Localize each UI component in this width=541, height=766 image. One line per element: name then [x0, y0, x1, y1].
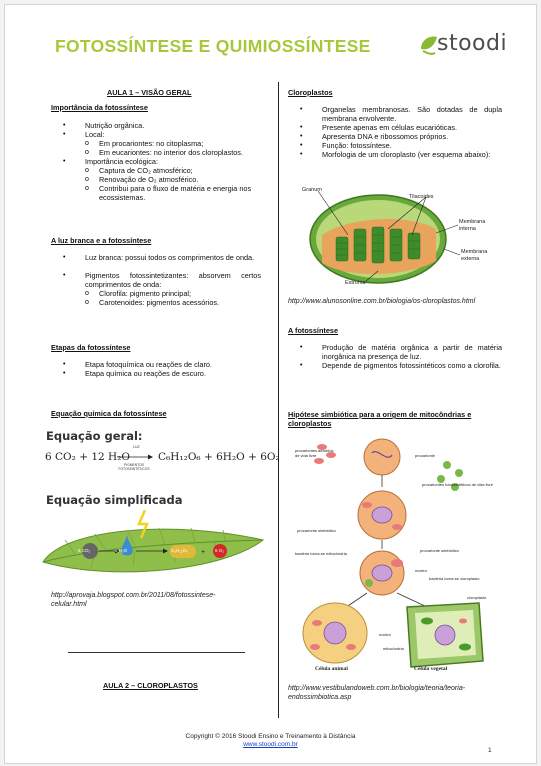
list-item: Etapa fotoquímica ou reações de claro. [85, 360, 212, 369]
label-bact-mito: bactéria torna-se mitocôndria [295, 551, 347, 556]
stoodi-logo [417, 31, 508, 61]
list-item: Luz branca: possui todos os comprimentos de onda. [85, 253, 255, 262]
stages-title: Etapas da fotossíntese [51, 343, 131, 352]
photosynthesis-title: A fotossíntese [288, 326, 339, 335]
source-link[interactable]: http://www.vestibulandoweb.com.br/biologia/teoria/teoria-endossimbiotica.asp [288, 685, 466, 701]
list-item: Importância ecológica: [85, 157, 159, 166]
label-procariont: procarionte [415, 453, 436, 458]
leaf-label-glucose: C₆H₁₂O₆ [171, 548, 188, 553]
general-equation-label: Equação geral: [46, 429, 143, 443]
label-membrana-interna: Membrana interna [459, 219, 486, 232]
section-divider [68, 652, 245, 653]
list-subitem: Captura de CO₂ atmosférico; [99, 166, 193, 175]
importance-title: Importância da fotossíntese [51, 103, 148, 112]
label-granum: Granum [302, 187, 322, 193]
leaf-label-co2: 6 CO₂ [78, 548, 91, 553]
svg-text:+: + [201, 549, 206, 556]
chloroplast-diagram [288, 177, 503, 292]
list-item: Apresenta DNA e ribossomos próprios. [322, 132, 449, 141]
arrow-top-label: LUZ [133, 445, 140, 449]
label-animal-cell: Célula animal [315, 666, 348, 672]
list-subitem: Contribui para o fluxo de matéria e energia nos ecossistemas. [99, 184, 252, 202]
lesson1-title: AULA 1 – VISÃO GERAL [107, 88, 192, 97]
leaf-label-o2: 6 O₂ [215, 548, 224, 553]
list-item: Produção de matéria orgânica a partir de matéria inorgânica na presença de luz. [322, 343, 502, 361]
label-chloroplast: cloroplasto [467, 595, 487, 600]
column-divider [278, 82, 279, 718]
label-membrana-externa: Membrana externa [461, 249, 488, 262]
lesson2-title: AULA 2 – CLOROPLASTOS [103, 681, 198, 690]
list-item: Pigmentos fotossintetizantes: absorvem certos comprimentos de onda: [85, 271, 261, 289]
list-item: Depende de pigmentos fotossintéticos como a clorofila. [322, 361, 501, 370]
label-symbiotic-2: procarionte simbiótico [420, 548, 459, 553]
list-subitem: Renovação de O₂ atmosférico. [99, 175, 199, 184]
document-page: FOTOSSÍNTESE E QUIMIOSSÍNTESE stoodi AULA 1 – VISÃO GERAL Importância da fotossíntese • Nutrição orgânica. • Local: o Em procariontes: no citoplasma; o Em eucariontes: no interior dos cloroplastos. • Importância ecológica: o Captura de CO₂ atmosférico; o Renovação de O₂ atmosférico. o Contribui para o fluxo de matéria e energia nos ecossistemas. A luz branca e a fotossíntese • Luz branca: possui todos os comprimentos de onda. • Pigmentos fotossintetizantes: absorvem certos comprimentos de onda: o Clorofila: pigmento principal; o Carotenoides: pigmentos acessórios. Etapas da fotossíntese • Etapa fotoquímica ou reações de claro. • Etapa química ou reações de escuro. Equação química da fotossíntese Equação geral: 6 CO₂ + 12 H₂O LUZ PIGMENTOS FOTOSSINTÉTICOS C₆H₁₂O₆ + 6H₂O + 6O₂ Equação simplificada + 6 CO₂ 6 H₂O C₆H₁₂O₆ 6 O₂ http://aprovaja.blogspot.com.br/2011/08/fotossintese-celular.html AULA 2 – CLOROPLASTOS Cloroplastos • Organelas membranosas. São dotadas de dupla membrana envolvente. • Presente apenas em células eucarióticas. • Apresenta DNA e ribossomos próprios. • Função: fotossíntese. • Morfologia de um cloroplasto (ver esquema abaixo): Granum Tilacoides Membrana interna Membrana externa Estroma http://www.alunosonline.com.br/biologia/os-cloroplastos.html A fotossíntese • Produção de matéria orgânica a partir de matéria inorgânica na presença de luz. • Depende de pigmentos fotossintéticos como a clorofila. Hipótese simbiótica para a origem de mitocôndrias e cloroplastos procariontes aeróbios de vida livre procarionte procariontes fotossintéticos de vida livre procarionte simbiótico procarionte simbiótico bactéria torna-se mitocôndria núcleo bactéria torna-se cloroplasto cloroplasto núcleo mitocôndria Célula animal Célula vegetal http://www.vestibulandoweb.com.br/biologia/teoria/teoria-endossimbiotica.asp Copyright © 2016 Stoodi Ensino e Treinamento à Distância www.stoodi.com.br 1 [4, 4, 537, 764]
source-link[interactable]: http://www.alunosonline.com.br/biologia/os-cloroplastos.html [288, 298, 476, 305]
label-nucleus: núcleo [415, 568, 427, 573]
equation-left: 6 CO₂ + 12 H₂O [45, 451, 131, 463]
label-mito: mitocôndria [383, 646, 404, 651]
endosymbiosis-diagram [287, 435, 502, 680]
label-aerobic: procariontes aeróbios de vida livre [295, 448, 334, 458]
leaf-label-h2o: 6 H₂O [115, 548, 128, 553]
label-bact-chloro: bactéria torna-se cloroplasto [429, 576, 480, 581]
light-title: A luz branca e a fotossíntese [51, 236, 152, 245]
source-link[interactable]: http://aprovaja.blogspot.com.br/2011/08/fotossintese-celular.html [51, 592, 216, 608]
list-item: Local: [85, 130, 105, 139]
list-item: Presente apenas em células eucarióticas. [322, 123, 458, 132]
footer-url-link[interactable]: www.stoodi.com.br [243, 741, 298, 748]
label-symbiotic: procarionte simbiótico [297, 528, 336, 533]
list-subitem: Carotenoides: pigmentos acessórios. [99, 298, 220, 307]
list-item: Morfologia de um cloroplasto (ver esquema abaixo): [322, 150, 491, 159]
list-subitem: Clorofila: pigmento principal; [99, 289, 192, 298]
logo-text: stoodi [437, 31, 508, 56]
label-nucleus-2: núcleo [379, 632, 391, 637]
equation-title: Equação química da fotossíntese [51, 409, 167, 418]
copyright-text: Copyright © 2016 Stoodi Ensino e Treinamento à Distância [185, 733, 356, 740]
arrow-bottom-label: PIGMENTOS FOTOSSINTÉTICOS [118, 463, 150, 471]
symbiotic-title: Hipótese simbiótica para a origem de mitocôndrias e cloroplastos [288, 410, 472, 428]
list-item: Etapa química ou reações de escuro. [85, 369, 206, 378]
list-subitem: Em eucariontes: no interior dos cloroplastos. [99, 148, 243, 157]
reaction-arrow-icon [116, 453, 154, 461]
page-title: FOTOSSÍNTESE E QUIMIOSSÍNTESE [55, 36, 371, 56]
label-plant-cell: Célula vegetal [414, 666, 448, 672]
label-tilacoides: Tilacoides [409, 194, 434, 200]
simplified-equation-label: Equação simplificada [46, 493, 183, 507]
list-item: Organelas membranosas. São dotadas de dupla membrana envolvente. [322, 105, 502, 123]
label-estroma: Estroma [345, 280, 366, 286]
chloroplast-title: Cloroplastos [288, 88, 333, 97]
footer-link-row [5, 741, 536, 748]
list-item: Nutrição orgânica. [85, 121, 145, 130]
leaf-illustration [35, 510, 265, 585]
list-item: Função: fotossíntese. [322, 141, 392, 150]
label-photosynth: procariontes fotossintéticos de vida livre [422, 482, 493, 487]
equation-right: C₆H₁₂O₆ + 6H₂O + 6O₂ [158, 451, 280, 463]
list-subitem: Em procariontes: no citoplasma; [99, 139, 204, 148]
page-number: 1 [488, 747, 492, 754]
